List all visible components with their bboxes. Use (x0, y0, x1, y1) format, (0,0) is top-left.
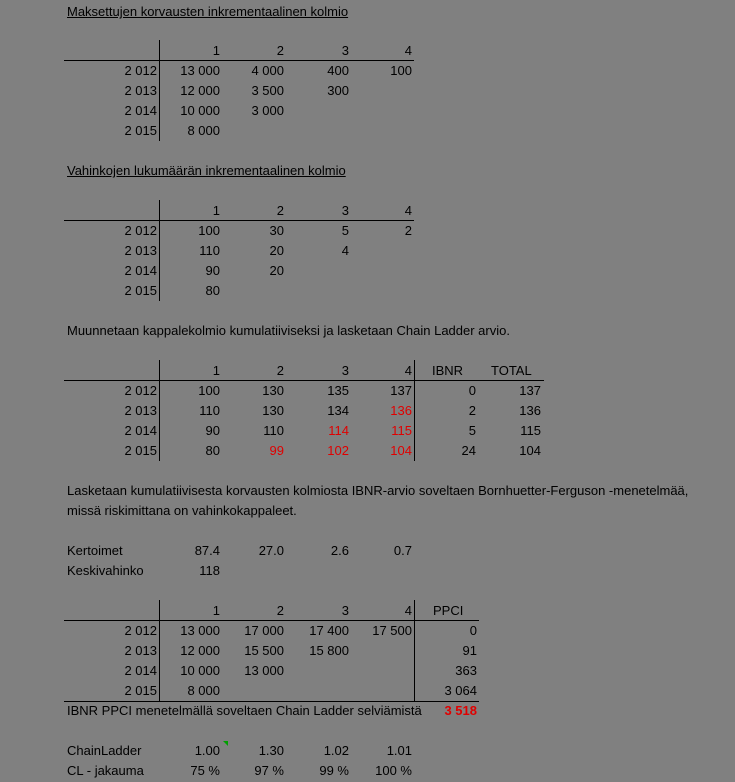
section5-cell: 17 400 (309, 623, 349, 638)
section3-total: 137 (519, 383, 541, 398)
section3-header-2: 2 (276, 363, 284, 378)
section3-cell-estimated: 114 (328, 423, 349, 438)
section2-cell: 90 (205, 263, 220, 278)
section5-cell: 10 000 (180, 663, 220, 678)
section1-year: 2 015 (124, 123, 157, 138)
section3-header-1: 1 (212, 363, 220, 378)
cl-jakauma-label: CL - jakauma (67, 763, 144, 778)
section3-total: 115 (520, 423, 541, 438)
section3-cell: 130 (262, 403, 284, 418)
section2-title: Vahinkojen lukumäärän inkrementaalinen kolmio (67, 163, 346, 178)
section3-header-total: TOTAL (491, 363, 532, 378)
section5-cell: 13 000 (244, 663, 284, 678)
section1-cell: 3 500 (251, 83, 284, 98)
ibnr-ppci-summary-value: 3 518 (444, 703, 477, 718)
chainladder-value: 1.01 (386, 743, 412, 758)
section1-cell: 4 000 (251, 63, 284, 78)
section3-total: 136 (519, 403, 541, 418)
section3-year: 2 014 (124, 423, 157, 438)
section3-title: Muunnetaan kappalekolmio kumulatiiviseksi ja lasketaan Chain Ladder arvio. (67, 323, 510, 338)
section5-header-2: 2 (276, 603, 284, 618)
kertoin-value: 87.4 (194, 543, 220, 558)
section3-ibnr: 5 (468, 423, 476, 438)
section3-year: 2 012 (124, 383, 157, 398)
section2-year: 2 014 (124, 263, 157, 278)
section2-cell: 80 (205, 283, 220, 298)
keskivahinko-label: Keskivahinko (67, 563, 144, 578)
section1-cell: 12 000 (180, 83, 220, 98)
section5-cell: 13 000 (180, 623, 220, 638)
section3-cell-estimated: 99 (269, 443, 284, 458)
section5-cell: 8 000 (187, 683, 220, 698)
section3-header-ibnr: IBNR (432, 363, 464, 378)
section5-cell: 15 800 (309, 643, 349, 658)
section3-vline-right (414, 360, 415, 461)
section5-ppci: 363 (455, 663, 477, 678)
section5-ppci: 3 064 (444, 683, 477, 698)
section5-cell: 17 500 (372, 623, 412, 638)
kertoin-value: 2.6 (330, 543, 349, 558)
section1-header-4: 4 (404, 43, 412, 58)
section1-cell: 100 (390, 63, 412, 78)
section2-header-1: 1 (212, 203, 220, 218)
section4-text-line2: missä riskimittana on vahinkokappaleet. (67, 503, 297, 518)
section5-cell: 17 000 (244, 623, 284, 638)
section1-header-1: 1 (212, 43, 220, 58)
section2-cell: 4 (341, 243, 349, 258)
section3-cell: 100 (198, 383, 220, 398)
section2-cell: 100 (198, 223, 220, 238)
section3-cell: 130 (262, 383, 284, 398)
kertoin-value: 27.0 (258, 543, 284, 558)
section4-text-line1: Lasketaan kumulatiivisesta korvausten kolmiosta IBNR-arvio soveltaen Bornhuetter-Ferguson -menetelmää, (67, 483, 689, 498)
ibnr-ppci-summary-label: IBNR PPCI menetelmällä soveltaen Chain Ladder selviämistä (67, 703, 422, 718)
section3-cell: 110 (199, 403, 220, 418)
section5-year: 2 012 (124, 623, 157, 638)
section3-ibnr: 2 (468, 403, 476, 418)
section3-cell-estimated: 136 (390, 403, 412, 418)
section1-title: Maksettujen korvausten inkrementaalinen kolmio (67, 4, 349, 19)
section3-cell-estimated: 115 (391, 423, 412, 438)
section3-cell: 135 (327, 383, 349, 398)
chainladder-value: 1.02 (323, 743, 349, 758)
section2-year: 2 015 (124, 283, 157, 298)
section5-ppci: 91 (462, 643, 477, 658)
section1-cell: 400 (327, 63, 349, 78)
section3-cell-estimated: 102 (327, 443, 349, 458)
section3-total: 104 (519, 443, 541, 458)
section1-cell: 10 000 (180, 103, 220, 118)
section5-year: 2 015 (124, 683, 157, 698)
kertoimet-label: Kertoimet (67, 543, 123, 558)
section2-cell: 5 (341, 223, 349, 238)
section5-header-3: 3 (341, 603, 349, 618)
section1-header-3: 3 (341, 43, 349, 58)
section3-cell: 110 (263, 423, 284, 438)
section1-year: 2 013 (124, 83, 157, 98)
section3-cell: 90 (205, 423, 220, 438)
section5-cell: 15 500 (244, 643, 284, 658)
section1-year: 2 012 (124, 63, 157, 78)
section5-header-1: 1 (212, 603, 220, 618)
chainladder-value: 1.30 (258, 743, 284, 758)
kertoin-value: 0.7 (393, 543, 412, 558)
cl-jakauma-value: 99 % (319, 763, 349, 778)
section3-cell: 80 (205, 443, 220, 458)
chainladder-value: 1.00 (194, 743, 220, 758)
section2-vline (159, 200, 160, 301)
section3-vline-left (159, 360, 160, 461)
section3-year: 2 013 (124, 403, 157, 418)
section1-cell: 300 (327, 83, 349, 98)
section1-vline (159, 40, 160, 141)
section2-header-3: 3 (341, 203, 349, 218)
section3-cell: 137 (390, 383, 412, 398)
section1-year: 2 014 (124, 103, 157, 118)
section1-header-2: 2 (276, 43, 284, 58)
section2-header-4: 4 (404, 203, 412, 218)
section3-cell: 134 (327, 403, 349, 418)
chainladder-label: ChainLadder (67, 743, 142, 758)
section3-cell-estimated: 104 (390, 443, 412, 458)
section3-ibnr: 24 (461, 443, 476, 458)
cell-comment-marker-icon (223, 741, 228, 746)
section3-year: 2 015 (124, 443, 157, 458)
section2-year: 2 012 (124, 223, 157, 238)
section2-year: 2 013 (124, 243, 157, 258)
section2-cell: 110 (199, 243, 220, 258)
section2-cell: 20 (269, 263, 284, 278)
section5-year: 2 013 (124, 643, 157, 658)
section2-cell: 2 (404, 223, 412, 238)
section3-header-4: 4 (404, 363, 412, 378)
section5-cell: 12 000 (180, 643, 220, 658)
section5-ppci: 0 (469, 623, 477, 638)
section5-year: 2 014 (124, 663, 157, 678)
section1-cell: 3 000 (251, 103, 284, 118)
section3-ibnr: 0 (468, 383, 476, 398)
section5-header-ppci: PPCI (433, 603, 464, 618)
keskivahinko-value: 118 (199, 563, 220, 578)
cl-jakauma-value: 97 % (254, 763, 284, 778)
cl-jakauma-value: 100 % (375, 763, 412, 778)
section5-vline-left (159, 600, 160, 701)
section5-vline-right (414, 600, 415, 701)
section5-header-4: 4 (404, 603, 412, 618)
cl-jakauma-value: 75 % (190, 763, 220, 778)
section2-cell: 30 (269, 223, 284, 238)
section3-header-3: 3 (341, 363, 349, 378)
section1-cell: 8 000 (187, 123, 220, 138)
section2-header-2: 2 (276, 203, 284, 218)
section1-cell: 13 000 (180, 63, 220, 78)
section2-cell: 20 (269, 243, 284, 258)
